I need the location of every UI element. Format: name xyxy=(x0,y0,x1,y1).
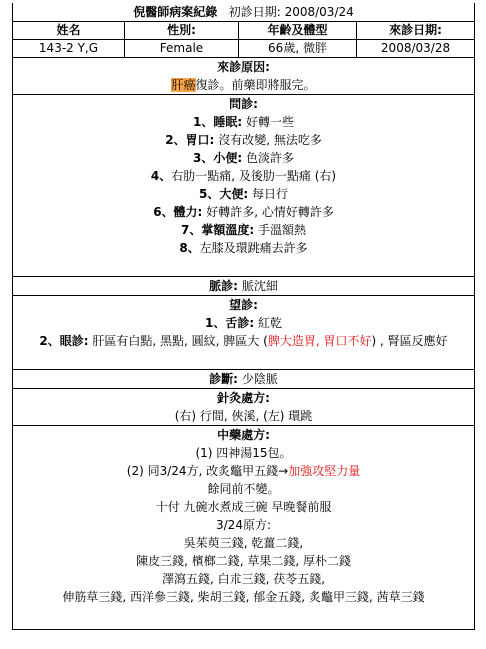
inquiry-item-5: 5、大便: 每日行 xyxy=(199,187,289,201)
herbal-line-1: (1) 四神湯15包。 xyxy=(195,446,292,460)
patient-value-row xyxy=(13,40,475,58)
pulse-line xyxy=(15,277,472,295)
header-visit-date: 來診日期: xyxy=(357,22,475,40)
record-title xyxy=(13,3,475,22)
inquiry-item-6: 6、體力: 好轉許多, 心情好轉許多 xyxy=(153,205,334,219)
herbal-line-9: 伸筋草三錢, 西洋參三錢, 柴胡三錢, 郁金五錢, 炙鼈甲三錢, 茜草三錢 xyxy=(62,590,425,604)
reason-detail: 復診。前藥即將服完。 xyxy=(195,78,316,92)
clinic-name: 倪醫師病案紀錄 xyxy=(133,5,218,19)
inspection-label: 望診: xyxy=(229,298,258,312)
herbal-line-8: 澤瀉五錢, 白朮三錢, 茯苓五錢, xyxy=(161,572,326,586)
header-age-build: 年齡及體型 xyxy=(239,22,357,40)
patient-name: 143-2 Y,G xyxy=(13,40,125,58)
header-gender: 性別: xyxy=(125,22,239,40)
title-row xyxy=(13,3,475,22)
first-visit-label: 初診日期: xyxy=(228,5,281,19)
diagnosis-value: 少陰脈 xyxy=(241,372,278,386)
patient-visit-date: 2008/03/28 xyxy=(357,40,475,58)
acupuncture-value: (右) 行間, 俠溪, (左) 環跳 xyxy=(174,409,313,423)
reason-section xyxy=(13,58,475,95)
patient-age-build: 66歲, 微胖 xyxy=(239,40,357,58)
patient-header-row xyxy=(13,22,475,40)
pulse-label: 脈診: xyxy=(209,279,238,293)
medical-record xyxy=(12,3,474,630)
herbal-label: 中藥處方: xyxy=(217,428,270,442)
herbal-line-5: 3/24原方: xyxy=(216,518,271,532)
record-table xyxy=(12,3,475,630)
herbal-line-3: 餘同前不變。 xyxy=(207,482,280,496)
inquiry-item-1: 1、睡眠: 好轉一些 xyxy=(193,115,295,129)
inquiry-label: 問診: xyxy=(229,97,258,111)
first-visit-date: 2008/03/24 xyxy=(284,5,354,19)
herbal-section xyxy=(13,426,475,630)
inquiry-item-3: 3、小便: 色淡許多 xyxy=(193,151,295,165)
header-name: 姓名 xyxy=(13,22,125,40)
inquiry-item-2: 2、胃口: 沒有改變, 無法吃多 xyxy=(165,133,322,147)
pulse-value: 脈沈細 xyxy=(241,279,278,293)
diagnosis-section xyxy=(13,370,475,389)
inquiry-item-7: 7、掌額溫度: 手溫額熱 xyxy=(181,223,307,237)
diagnosis-label: 診斷: xyxy=(209,372,238,386)
reason-text xyxy=(15,76,472,94)
eye-red-note: 脾大造胃, 胃口不好 xyxy=(267,334,372,348)
inquiry-section xyxy=(13,95,475,277)
blank-line xyxy=(15,350,472,369)
diagnosis-line xyxy=(15,370,472,388)
herbal-red-note: 加強攻堅力量 xyxy=(288,464,361,478)
acupuncture-section xyxy=(13,389,475,426)
reason-highlight: 肝癌 xyxy=(171,78,196,92)
eye-line: 2、眼診: 肝區有白點, 黑點, 圓紋, 脾區大 (脾大造胃, 胃口不好) , 腎區反應好 xyxy=(39,334,448,348)
blank-line xyxy=(15,257,472,276)
tongue-line: 1、舌診: 紅乾 xyxy=(205,316,283,330)
reason-label: 來診原因: xyxy=(217,60,270,74)
herbal-line-6: 吳茱萸三錢, 乾薑二錢, xyxy=(183,536,304,550)
patient-gender: Female xyxy=(125,40,239,58)
inquiry-item-4: 4、右肋一點痛, 及後肋一點痛 (右) xyxy=(150,169,337,183)
pulse-section xyxy=(13,277,475,296)
inquiry-item-8: 8、左膝及環跳痛去許多 xyxy=(179,241,308,255)
herbal-line-7: 陳皮三錢, 檳榔二錢, 草果二錢, 厚朴二錢 xyxy=(136,554,351,568)
herbal-line-4: 十付 九碗水煮成三碗 早晚餐前服 xyxy=(155,500,332,514)
herbal-line-2: (2) 同3/24方, 改炙鼈甲五錢→加強攻堅力量 xyxy=(126,464,361,478)
acupuncture-label: 針灸處方: xyxy=(217,391,270,405)
inspection-section xyxy=(13,296,475,370)
